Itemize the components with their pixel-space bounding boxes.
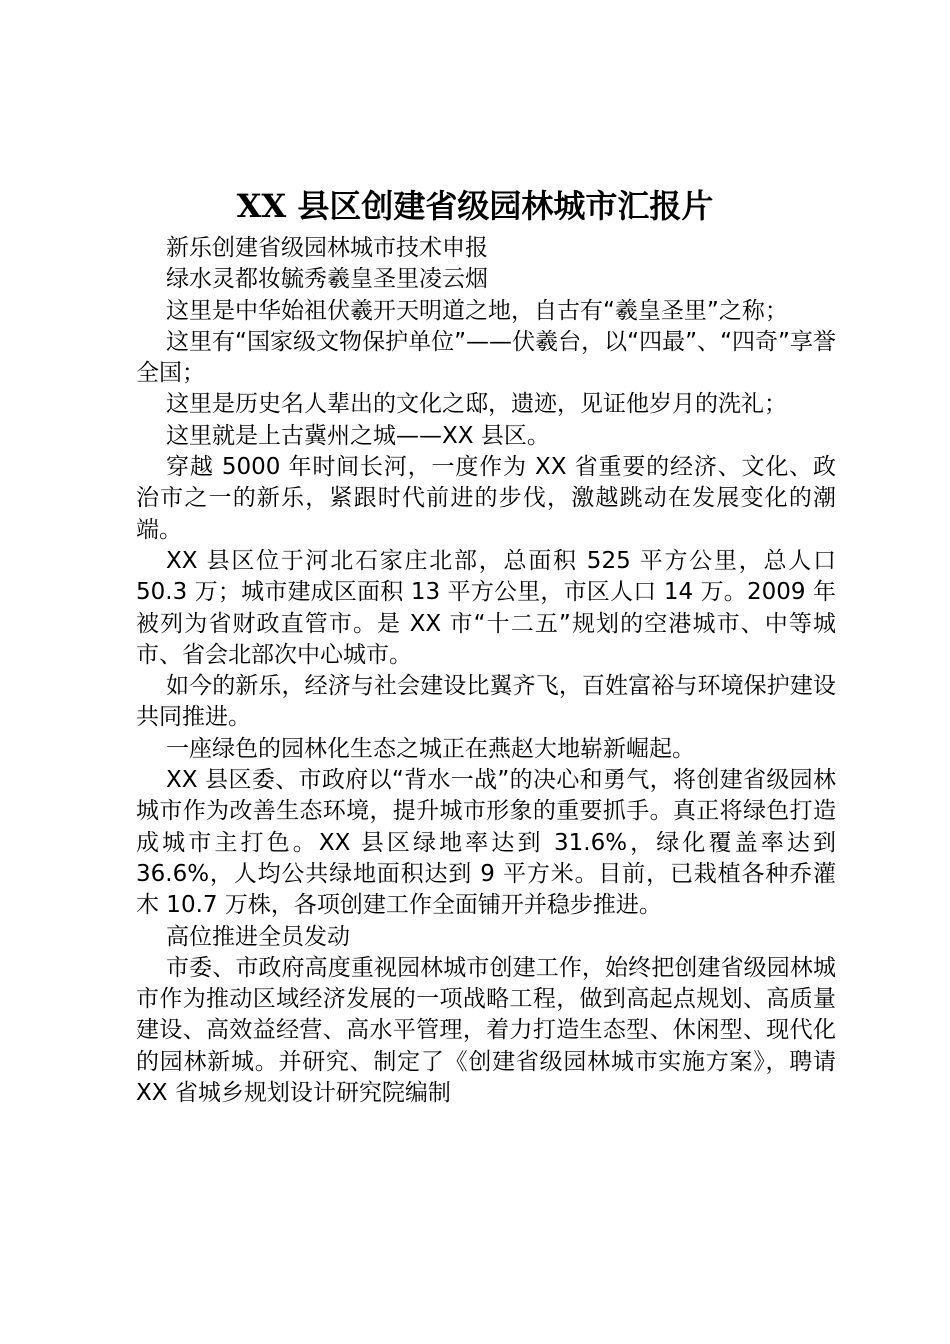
paragraph: XX 县区委、市政府以“背水一战”的决心和勇气，将创建省级园林城市作为改善生态环境，提升城市形象的重要抓手。真正将绿色打造成城市主打色。XX 县区绿地率达到 31.6%，绿化覆盖率达到 36.6%，人均公共绿地面积达到 9 平方米。目前，已栽植各种乔灌木 10.7 万株，各项创建工作全面铺开并稳步推进。 — [136, 767, 836, 919]
paragraph: 这里有“国家级文物保护单位”——伏羲台，以“四最”、“四奇”享誉全国； — [136, 328, 836, 387]
paragraph-slogan: 绿水灵都妆毓秀羲皇圣里凌云烟 — [166, 266, 488, 293]
paragraph: 穿越 5000 年时间长河，一度作为 XX 省重要的经济、文化、政治市之一的新乐，紧跟时代前进的步伐，激越跳动在发展变化的潮端。 — [136, 454, 836, 543]
paragraph: XX 县区位于河北石家庄北部，总面积 525 平方公里，总人口 50.3 万；城市建成区面积 13 平方公里，市区人口 14 万。2009 年被列为省财政直管市。是 XX 市“十二五”规划的空港城市、中等城市、省会北部次中心城市。 — [136, 547, 836, 668]
paragraph: 如今的新乐，经济与社会建设比翼齐飞，百姓富裕与环境保护建设共同推进。 — [136, 673, 836, 731]
section-heading: 高位推进全员发动 — [166, 923, 350, 950]
document-body — [136, 233, 836, 1109]
paragraph-subtitle: 新乐创建省级园林城市技术申报 — [166, 235, 488, 261]
paragraph: 这里是中华始祖伏羲开天明道之地，自古有“羲皇圣里”之称； — [166, 297, 788, 324]
paragraph: 这里是历史名人辈出的文化之邸，遗迹，见证他岁月的洗礼； — [166, 391, 787, 418]
document-title: XX 县区创建省级园林城市汇报片 — [236, 187, 714, 225]
paragraph: 这里就是上古冀州之城——XX 县区。 — [166, 422, 550, 449]
paragraph: 一座绿色的园林化生态之城正在燕赵大地崭新崛起。 — [166, 735, 695, 762]
paragraph: 市委、市政府高度重视园林城市创建工作，始终把创建省级园林城市作为推动区域经济发展的一项战略工程，做到高起点规划、高质量建设、高效益经营、高水平管理，着力打造生态型、休闲型、现代化的园林新城。并研究、制定了《创建省级园林城市实施方案》，聘请 XX 省城乡规划设计研究院编制 — [136, 954, 836, 1107]
